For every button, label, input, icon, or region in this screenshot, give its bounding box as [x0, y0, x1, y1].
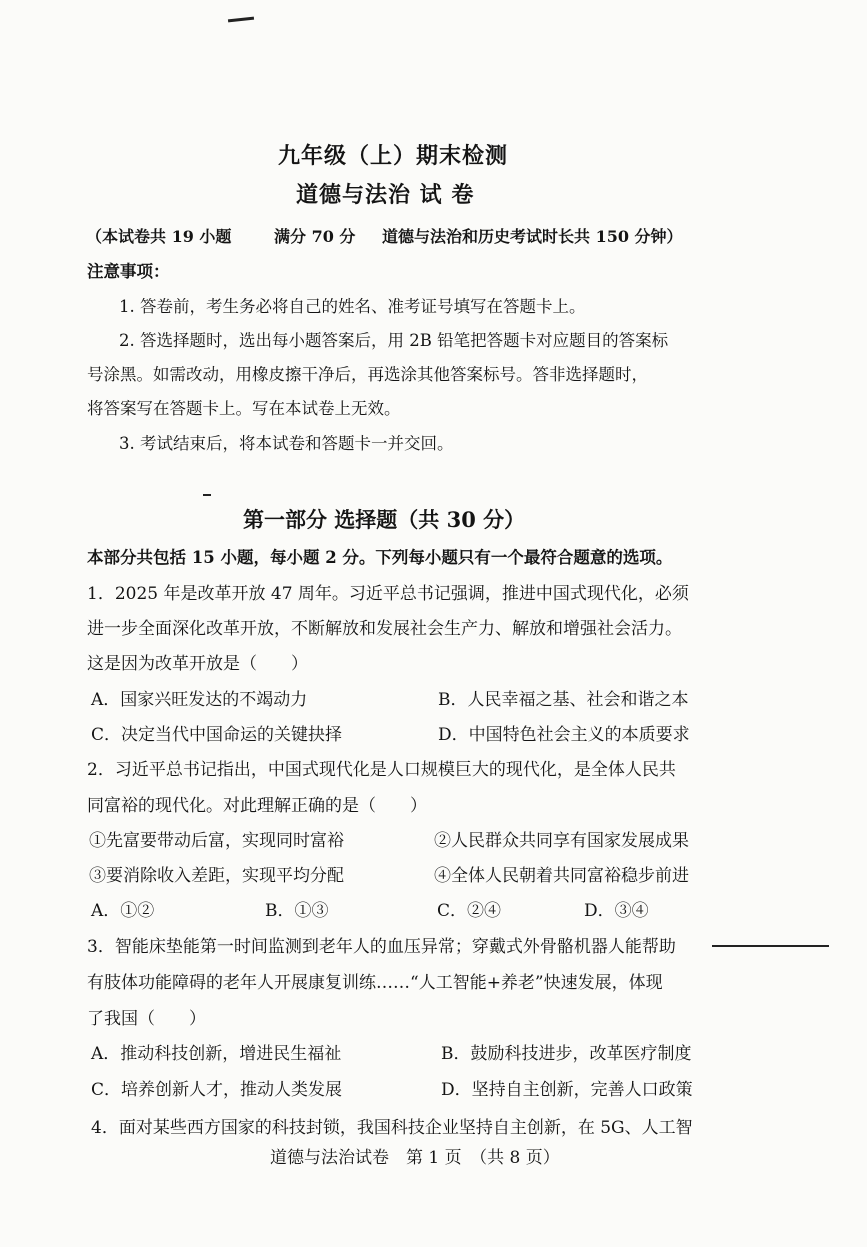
question-2-statement: ①先富要带动后富，实现同时富裕	[89, 831, 344, 851]
question-4-stem: 4．面对某些西方国家的科技封锁，我国科技企业坚持自主创新，在 5G、人工智	[91, 1118, 693, 1138]
question-1-option-a: A．国家兴旺发达的不竭动力	[91, 690, 308, 710]
question-3-option-a: A．推动科技创新，增进民生福祉	[91, 1044, 342, 1064]
question-3-stem: 3．智能床垫能第一时间监测到老年人的血压异常；穿戴式外骨骼机器人能帮助	[87, 937, 676, 957]
section-instruction: 本部分共包括 15 小题，每小题 2 分。下列每小题只有一个最符合题意的选项。	[87, 548, 673, 567]
question-3-option-d: D．坚持自主创新，完善人口政策	[441, 1080, 693, 1100]
page-footer: 道德与法治试卷 第 1 页 （共 8 页）	[270, 1148, 560, 1168]
notice-line: 将答案写在答题卡上。写在本试卷上无效。	[87, 399, 401, 418]
question-2-stem: 2．习近平总书记指出，中国式现代化是人口规模巨大的现代化，是全体人民共	[87, 760, 676, 780]
question-1-option-c: C．决定当代中国命运的关键抉择	[91, 725, 343, 745]
question-1-stem: 1．2025 年是改革开放 47 周年。习近平总书记强调，推进中国式现代化，必须	[87, 584, 689, 604]
scan-speck	[203, 494, 211, 496]
exam-info-count: （本试卷共 19 小题	[86, 227, 232, 246]
question-1-option-b: B．人民幸福之基、社会和谐之本	[438, 690, 689, 710]
scan-line	[712, 945, 829, 947]
exam-title: 九年级（上）期末检测	[278, 143, 509, 169]
question-1-option-d: D．中国特色社会主义的本质要求	[438, 725, 690, 745]
question-3-option-c: C．培养创新人才，推动人类发展	[91, 1080, 343, 1100]
question-1-stem: 进一步全面深化改革开放，不断解放和发展社会生产力、解放和增强社会活力。	[87, 619, 682, 639]
question-1-stem: 这是因为改革开放是（ ）	[87, 654, 308, 674]
question-3-stem: 有肢体功能障碍的老年人开展康复训练……“人工智能+养老”快速发展，体现	[87, 973, 663, 993]
question-2-option-d: D．③④	[584, 901, 649, 921]
exam-subject: 道德与法治 试 卷	[296, 182, 475, 208]
question-2-option-c: C．②④	[437, 901, 502, 921]
question-2-option-a: A．①②	[91, 901, 155, 921]
question-2-statement: ③要消除收入差距，实现平均分配	[89, 866, 344, 886]
scan-speck	[228, 17, 254, 23]
exam-info-time: 道德与法治和历史考试时长共 150 分钟）	[382, 227, 683, 246]
notice-line: 2. 答选择题时，选出每小题答案后，用 2B 铅笔把答题卡对应题目的答案标	[119, 331, 669, 350]
question-2-option-b: B．①③	[265, 901, 329, 921]
question-2-statement: ④全体人民朝着共同富裕稳步前进	[434, 866, 689, 886]
notice-line: 号涂黑。如需改动，用橡皮擦干净后，再选涂其他答案标号。答非选择题时，	[87, 365, 648, 384]
section-title: 第一部分 选择题（共 30 分）	[243, 507, 526, 532]
question-2-stem: 同富裕的现代化。对此理解正确的是（ ）	[87, 796, 427, 816]
exam-info-score: 满分 70 分	[274, 227, 356, 246]
question-3-option-b: B．鼓励科技进步，改革医疗制度	[441, 1044, 692, 1064]
question-2-statement: ②人民群众共同享有国家发展成果	[434, 831, 689, 851]
question-3-stem: 了我国（ ）	[87, 1009, 206, 1029]
notice-line: 3. 考试结束后，将本试卷和答题卡一并交回。	[119, 434, 454, 453]
notice-line: 1. 答卷前，考生务必将自己的姓名、准考证号填写在答题卡上。	[119, 297, 586, 316]
notice-heading: 注意事项：	[87, 262, 170, 281]
